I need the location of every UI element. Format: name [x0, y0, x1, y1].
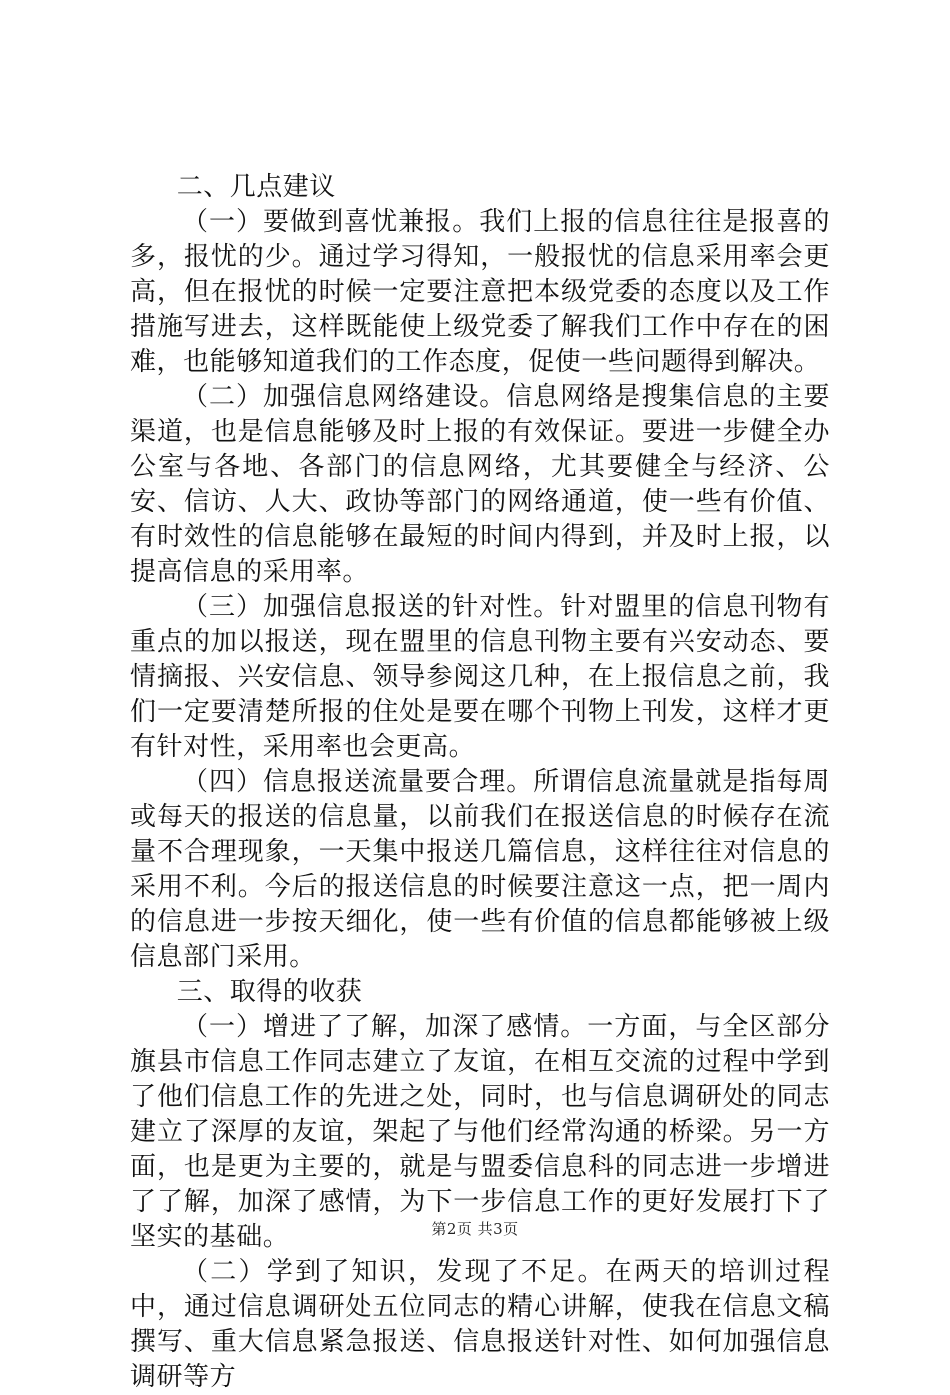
paragraph-gain-1: （一）增进了了解，加深了感情。一方面，与全区部分旗县市信息工作同志建立了友谊，在相互交流的过程中学到了他们信息工作的先进之处，同时，也与信息调研处的同志建立了深厚的友谊，架起了与他们经常沟通的桥梁。另一方面，也是更为主要的，就是与盟委信息科的同志进一步增进了了解，加深了感情，为下一步信息工作的更好发展打下了坚实的基础。	[130, 1012, 830, 1252]
paragraph-suggestion-2: （二）加强信息网络建设。信息网络是搜集信息的主要渠道，也是信息能够及时上报的有效保证。要进一步健全办公室与各地、各部门的信息网络，尤其要健全与经济、公安、信访、人大、政协等部门的网络通道，使一些有价值、有时效性的信息能够在最短的时间内得到，并及时上报，以提高信息的采用率。	[130, 382, 830, 587]
document-body	[130, 170, 830, 1395]
paragraph-suggestion-3: （三）加强信息报送的针对性。针对盟里的信息刊物有重点的加以报送，现在盟里的信息刊物主要有兴安动态、要情摘报、兴安信息、领导参阅这几种，在上报信息之前，我们一定要清楚所报的住处是要在哪个刊物上刊发，这样才更有针对性，采用率也会更高。	[130, 592, 830, 762]
section-heading-suggestions: 二、几点建议	[176, 172, 336, 202]
paragraph-gain-2: （二）学到了知识，发现了不足。在两天的培训过程中，通过信息调研处五位同志的精心讲解，使我在信息文稿撰写、重大信息紧急报送、信息报送针对性、如何加强信息调研等方	[130, 1257, 830, 1392]
paragraph-suggestion-4: （四）信息报送流量要合理。所谓信息流量就是指每周或每天的报送的信息量，以前我们在报送信息的时候存在流量不合理现象，一天集中报送几篇信息，这样往往对信息的采用不利。今后的报送信息的时候要注意这一点，把一周内的信息进一步按天细化，使一些有价值的信息都能够被上级信息部门采用。	[130, 767, 830, 972]
paragraph-suggestion-1: （一）要做到喜忧兼报。我们上报的信息往往是报喜的多，报忧的少。通过学习得知，一般报忧的信息采用率会更高，但在报忧的时候一定要注意把本级党委的态度以及工作措施写进去，这样既能使上级党委了解我们工作中存在的困难，也能够知道我们的工作态度，促使一些问题得到解决。	[130, 207, 830, 377]
page-number-footer: 第2页 共3页	[431, 1220, 519, 1238]
section-heading-gains: 三、取得的收获	[176, 977, 363, 1007]
